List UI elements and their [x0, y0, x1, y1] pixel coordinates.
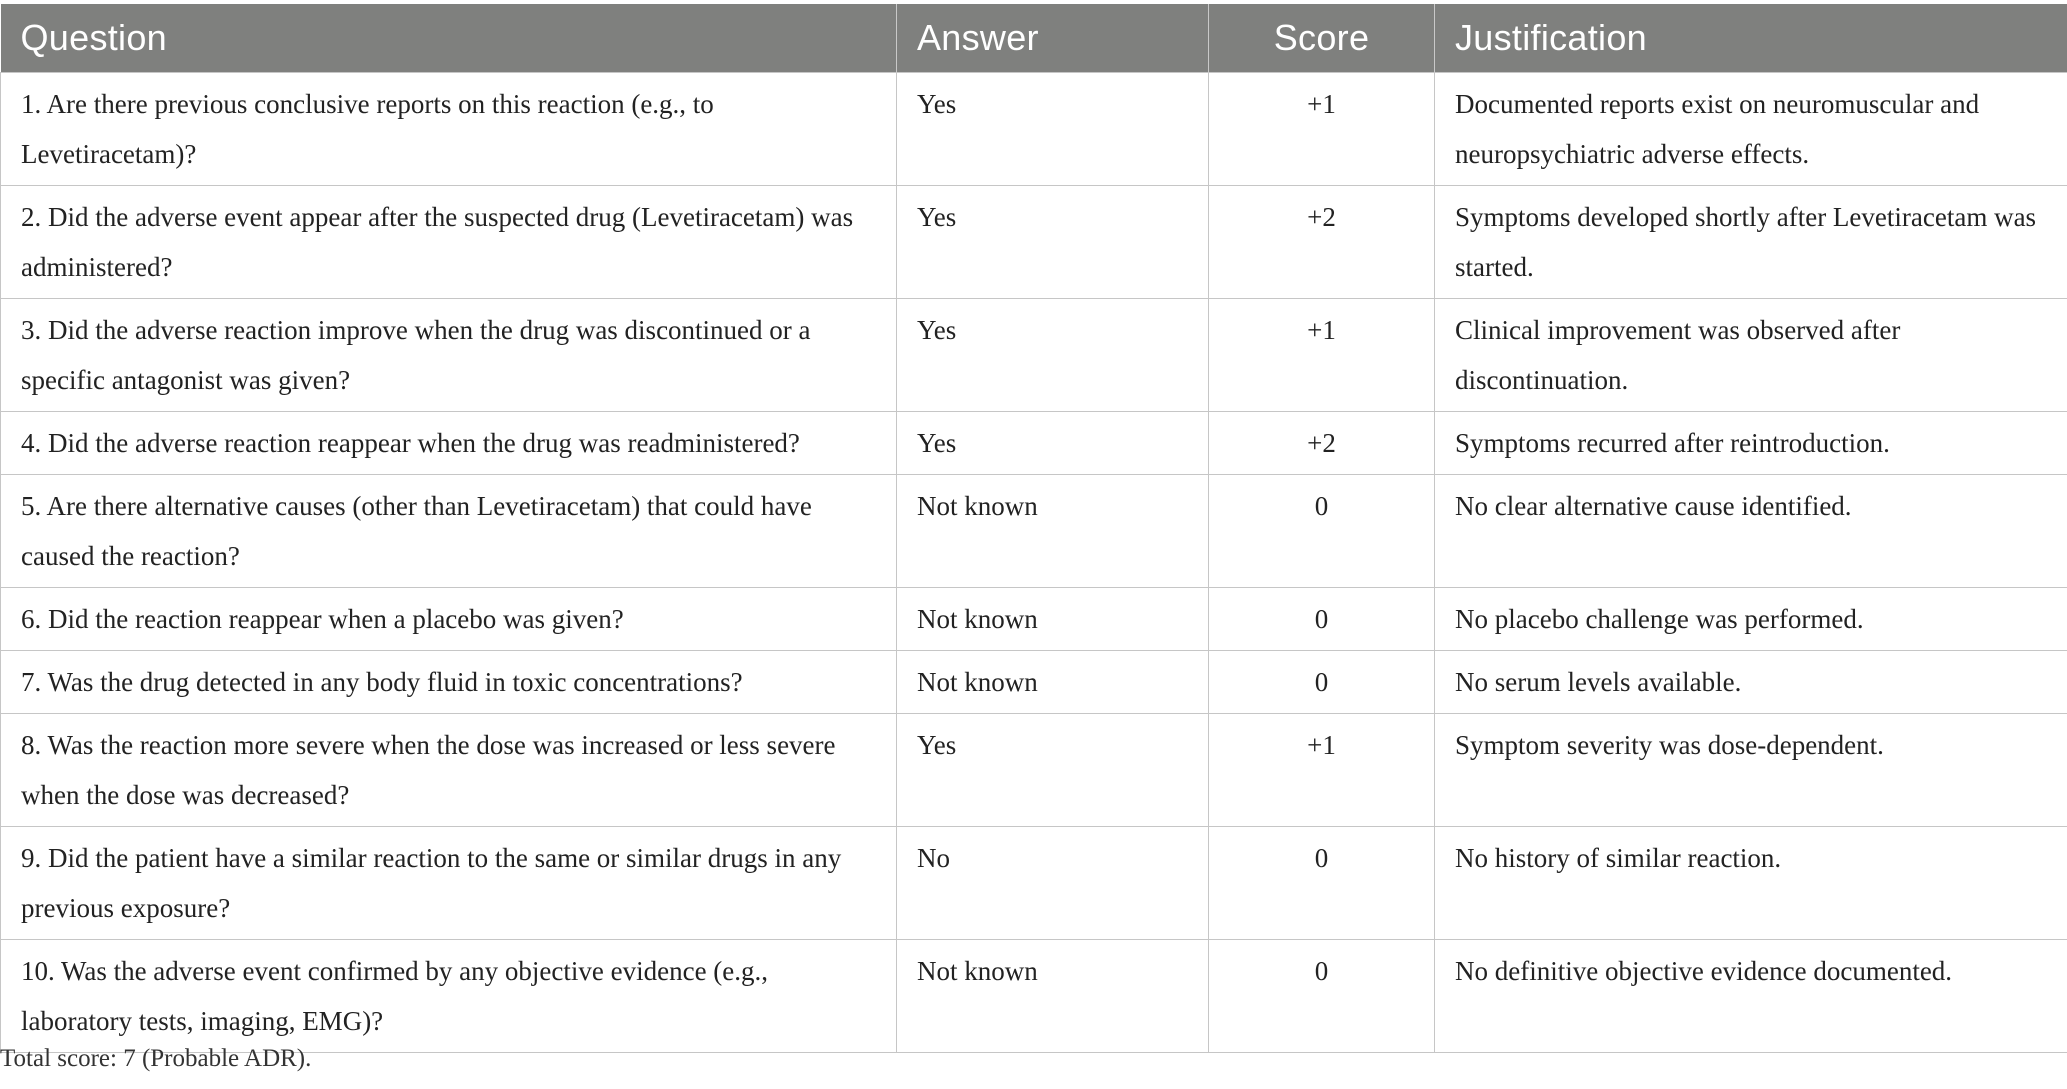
answer-cell: Yes [897, 411, 1209, 474]
score-cell: +1 [1209, 72, 1435, 185]
question-cell: 3. Did the adverse reaction improve when the drug was discontinued or a specific antagonist was given? [1, 298, 897, 411]
table-row [1, 185, 2067, 298]
score-cell: 0 [1209, 587, 1435, 650]
answer-cell: Not known [897, 939, 1209, 1052]
justification-cell: No serum levels available. [1435, 650, 2067, 713]
table-row [1, 826, 2067, 939]
header-justification: Justification [1435, 4, 2067, 72]
justification-cell: Symptom severity was dose-dependent. [1435, 713, 2067, 826]
answer-cell: Yes [897, 72, 1209, 185]
score-cell: 0 [1209, 826, 1435, 939]
question-cell: 1. Are there previous conclusive reports on this reaction (e.g., to Levetiracetam)? [1, 72, 897, 185]
table-header-row [1, 4, 2067, 72]
table-row [1, 474, 2067, 587]
justification-cell: No history of similar reaction. [1435, 826, 2067, 939]
justification-cell: No definitive objective evidence documented. [1435, 939, 2067, 1052]
table-row [1, 298, 2067, 411]
justification-cell: Clinical improvement was observed after discontinuation. [1435, 298, 2067, 411]
justification-cell: Symptoms recurred after reintroduction. [1435, 411, 2067, 474]
score-cell: +1 [1209, 298, 1435, 411]
question-cell: 5. Are there alternative causes (other than Levetiracetam) that could have caused the reaction? [1, 474, 897, 587]
table-row [1, 411, 2067, 474]
header-score: Score [1209, 4, 1435, 72]
question-cell: 4. Did the adverse reaction reappear when the drug was readministered? [1, 411, 897, 474]
answer-cell: Not known [897, 474, 1209, 587]
justification-cell: Documented reports exist on neuromuscular and neuropsychiatric adverse effects. [1435, 72, 2067, 185]
answer-cell: Yes [897, 298, 1209, 411]
score-cell: +1 [1209, 713, 1435, 826]
table-row [1, 587, 2067, 650]
score-cell: +2 [1209, 411, 1435, 474]
score-cell: 0 [1209, 474, 1435, 587]
causality-assessment-table [0, 4, 2067, 1053]
justification-cell: Symptoms developed shortly after Levetiracetam was started. [1435, 185, 2067, 298]
question-cell: 2. Did the adverse event appear after the suspected drug (Levetiracetam) was administered? [1, 185, 897, 298]
table-row [1, 939, 2067, 1052]
table-row [1, 72, 2067, 185]
answer-cell: Yes [897, 185, 1209, 298]
score-cell: 0 [1209, 650, 1435, 713]
answer-cell: Not known [897, 650, 1209, 713]
causality-table-container [0, 4, 2067, 1053]
question-cell: 8. Was the reaction more severe when the dose was increased or less severe when the dose was decreased? [1, 713, 897, 826]
answer-cell: Yes [897, 713, 1209, 826]
justification-cell: No clear alternative cause identified. [1435, 474, 2067, 587]
answer-cell: Not known [897, 587, 1209, 650]
table-row [1, 713, 2067, 826]
score-cell: 0 [1209, 939, 1435, 1052]
table-row [1, 650, 2067, 713]
total-score-footnote: Total score: 7 (Probable ADR). [0, 1045, 312, 1072]
answer-cell: No [897, 826, 1209, 939]
question-cell: 10. Was the adverse event confirmed by any objective evidence (e.g., laboratory tests, imaging, EMG)? [1, 939, 897, 1052]
score-cell: +2 [1209, 185, 1435, 298]
question-cell: 6. Did the reaction reappear when a placebo was given? [1, 587, 897, 650]
header-question: Question [20, 16, 167, 58]
question-cell: 7. Was the drug detected in any body fluid in toxic concentrations? [1, 650, 897, 713]
question-cell: 9. Did the patient have a similar reaction to the same or similar drugs in any previous exposure? [1, 826, 897, 939]
justification-cell: No placebo challenge was performed. [1435, 587, 2067, 650]
header-answer: Answer [897, 4, 1209, 72]
